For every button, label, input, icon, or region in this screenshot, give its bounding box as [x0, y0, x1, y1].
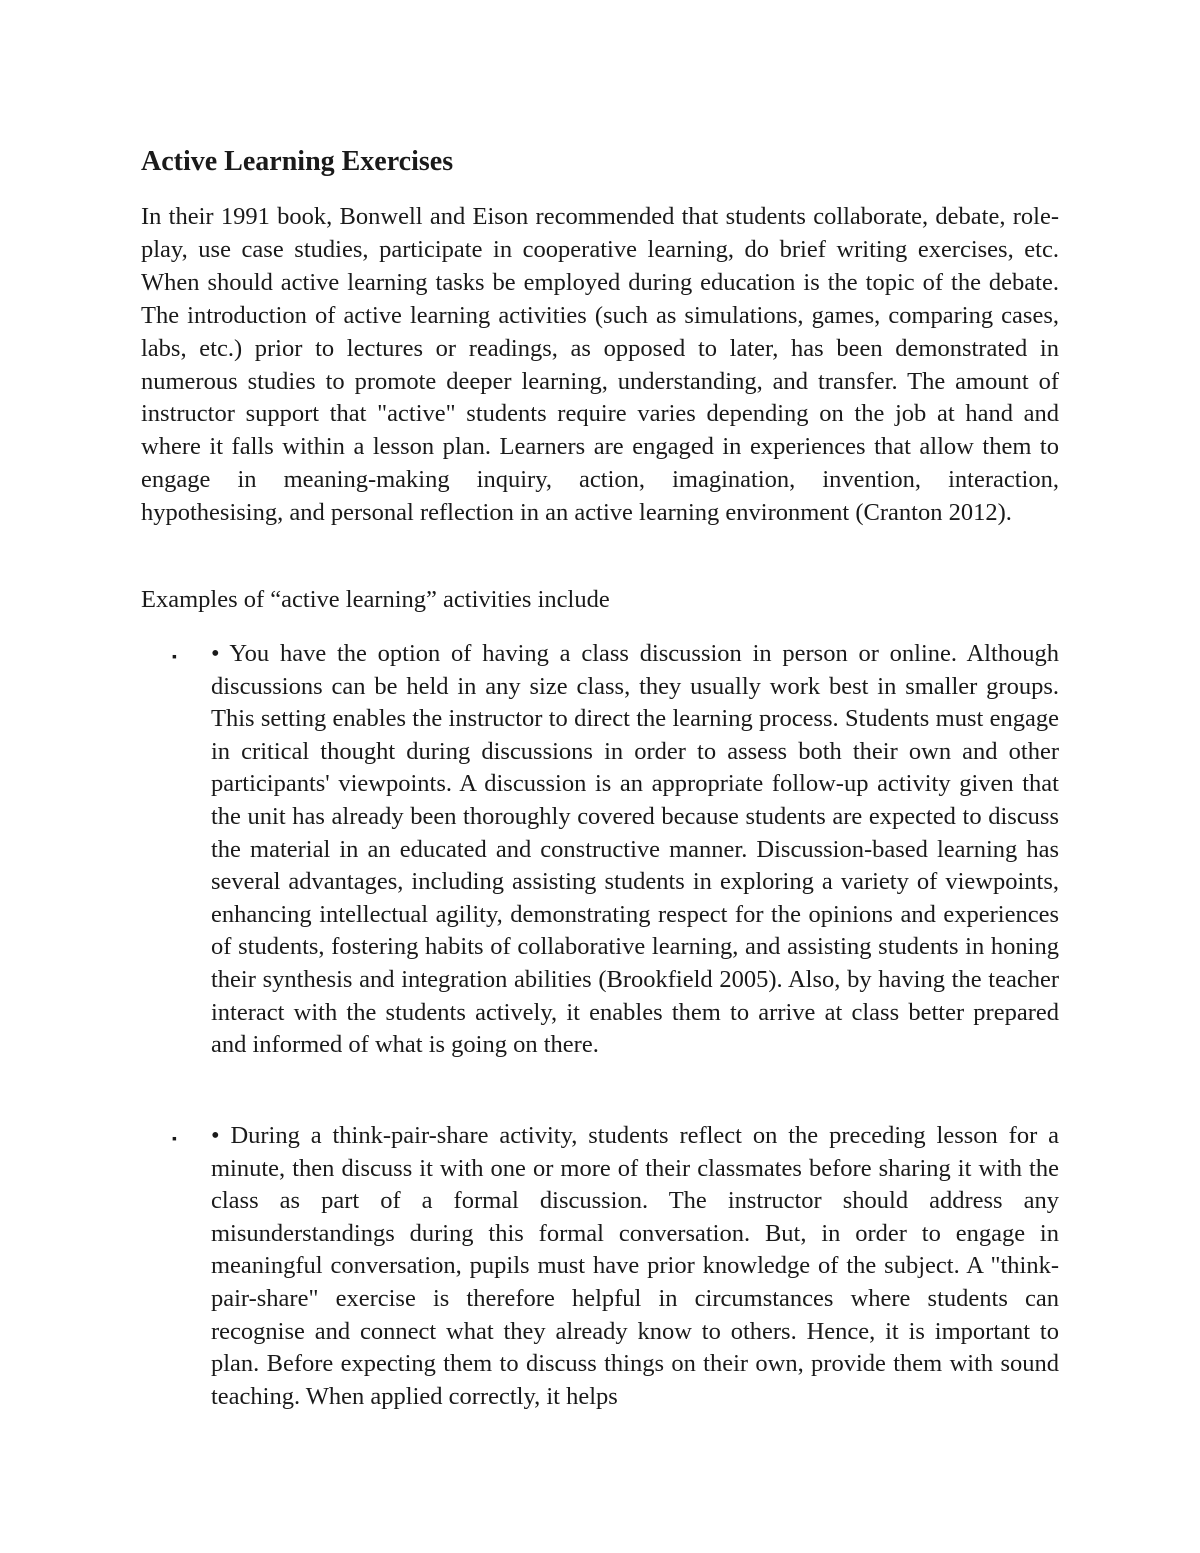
document-title: Active Learning Exercises	[141, 146, 454, 177]
list-bullet-marker: ▪	[172, 650, 177, 665]
examples-heading: Examples of “active learning” activities include	[141, 586, 610, 613]
list-bullet-marker: ▪	[172, 1132, 177, 1147]
list-item: • During a think-pair-share activity, students reflect on the preceding lesson for a minute, then discuss it with one or more of their classmates before sharing it with the class as part of a formal discussion. The instructor should address any misunderstandings during this formal conversation. But, in order to engage in meaningful conversation, pupils must have prior knowledge of the subject. A "think-pair-share" exercise is therefore helpful in circumstances where students can recognise and connect what they already know to others. Hence, it is important to plan. Before expecting them to discuss things on their own, provide them with sound teaching. When applied correctly, it helps	[211, 1122, 1059, 1410]
intro-paragraph: In their 1991 book, Bonwell and Eison recommended that students collaborate, debate, role-play, use case studies, participate in cooperative learning, do brief writing exercises, etc. When should active learning tasks be employed during education is the topic of the debate. The introduction of active learning activities (such as simulations, games, comparing cases, labs, etc.) prior to lectures or readings, as opposed to later, has been demonstrated in numerous studies to promote deeper learning, understanding, and transfer. The amount of instructor support that "active" students require varies depending on the job at hand and where it falls within a lesson plan. Learners are engaged in experiences that allow them to engage in meaning-making inquiry, action, imagination, invention, interaction, hypothesising, and personal reflection in an active learning environment (Cranton 2012).	[141, 203, 1059, 527]
list-item: • You have the option of having a class discussion in person or online. Although discussions can be held in any size class, they usually work best in smaller groups. This setting enables the instructor to direct the learning process. Students must engage in critical thought during discussions in order to assess both their own and other participants' viewpoints. A discussion is an appropriate follow-up activity given that the unit has already been thoroughly covered because students are expected to discuss the material in an educated and constructive manner. Discussion-based learning has several advantages, including assisting students in exploring a variety of viewpoints, enhancing intellectual agility, demonstrating respect for the opinions and experiences of students, fostering habits of collaborative learning, and assisting students in honing their synthesis and integration abilities (Brookfield 2005). Also, by having the teacher interact with the students actively, it enables them to arrive at class better prepared and informed of what is going on there.	[211, 640, 1059, 1059]
